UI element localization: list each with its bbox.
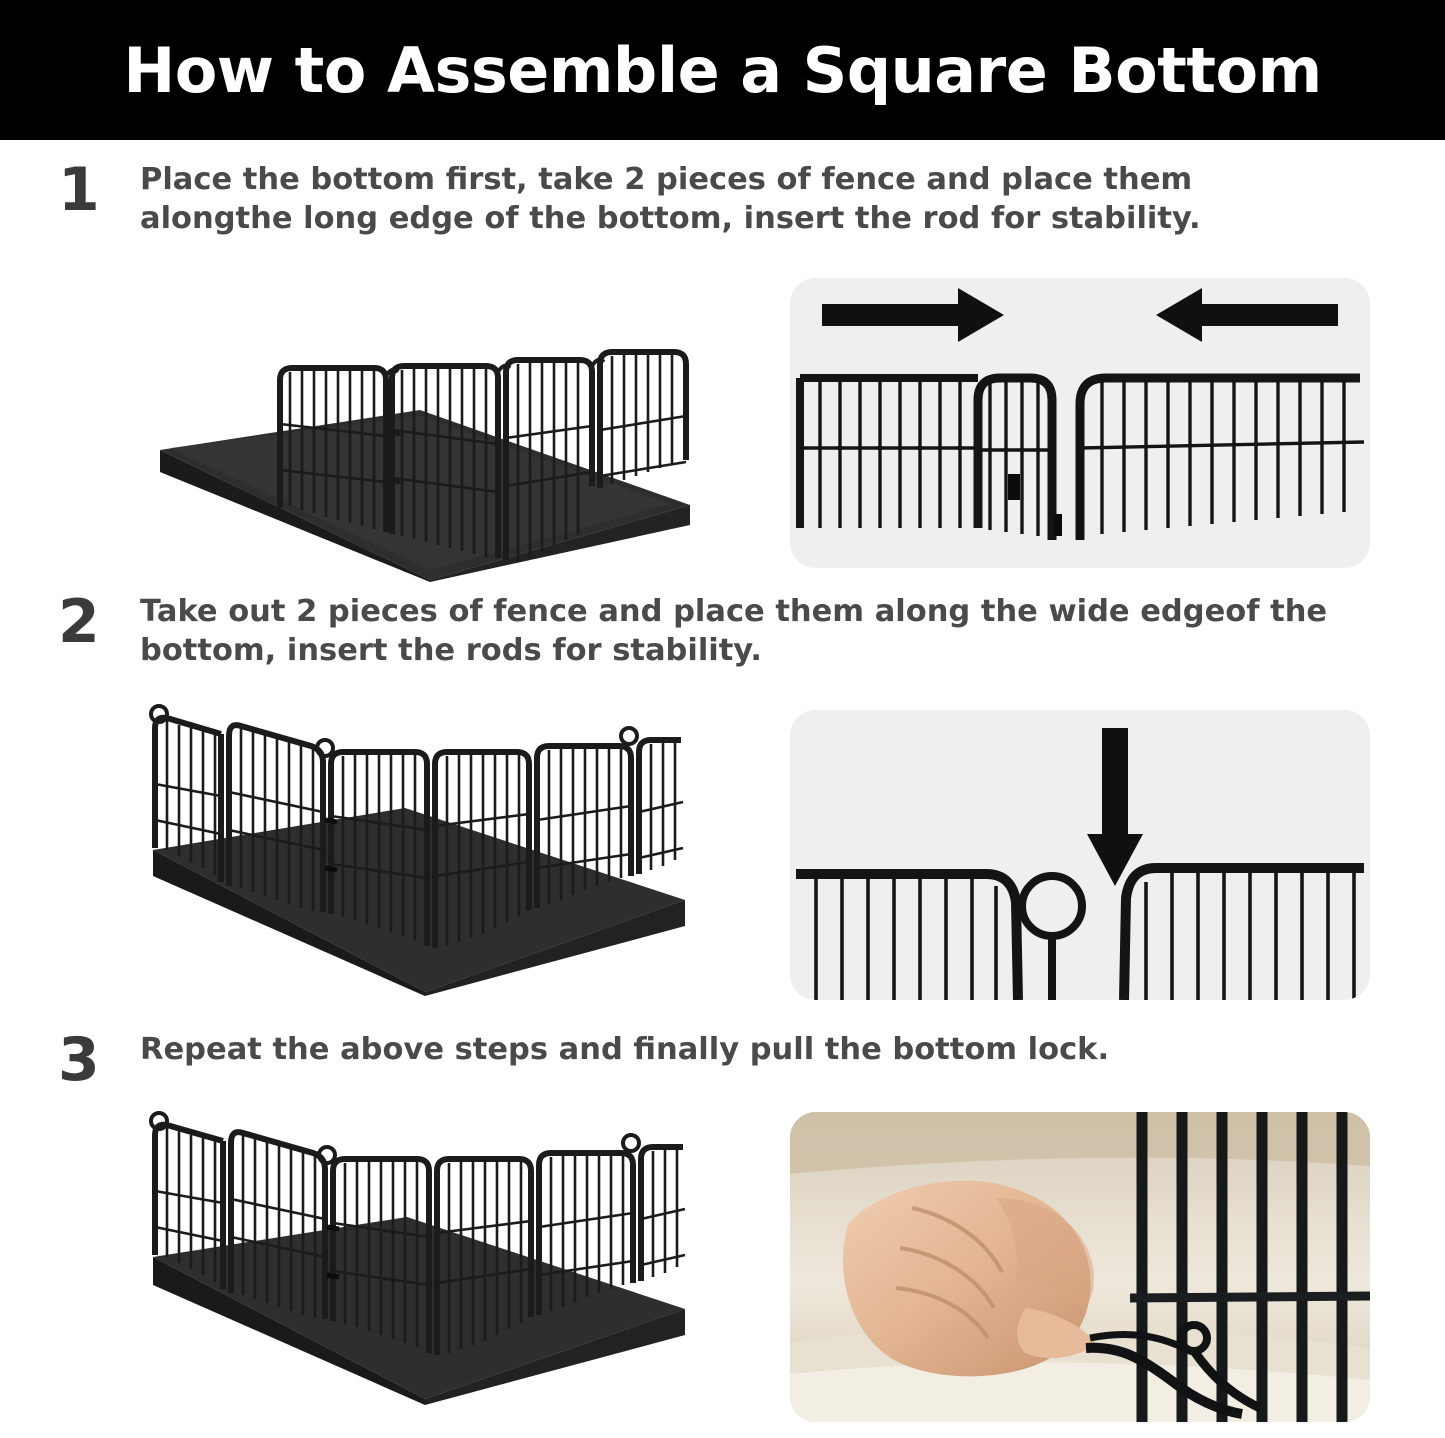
title-bar bbox=[0, 0, 1445, 140]
step-1-text: Place the bottom first, take 2 pieces of fence and place them alongthe long edge of the bottom, insert the rod for stability. bbox=[140, 162, 1201, 237]
step-1 bbox=[0, 155, 1445, 238]
step-3-illustration bbox=[125, 1105, 715, 1425]
step-3-photo bbox=[790, 1112, 1370, 1422]
tray bbox=[153, 808, 685, 996]
step-3 bbox=[0, 1025, 1445, 1095]
step-2-detail-panel bbox=[790, 710, 1370, 1000]
step-1-heading bbox=[0, 155, 1445, 238]
step-2-illustration bbox=[125, 700, 715, 1020]
step-2 bbox=[0, 587, 1445, 670]
page-title: How to Assemble a Square Bottom bbox=[123, 33, 1322, 107]
step-2-text: Take out 2 pieces of fence and place them along the wide edgeof the bottom, insert the rods for stability. bbox=[140, 594, 1328, 669]
step-1-illustration bbox=[130, 320, 710, 600]
step-3-text: Repeat the above steps and finally pull the bottom lock. bbox=[140, 1032, 1110, 1067]
step-1-detail-panel bbox=[790, 278, 1370, 568]
step-1-number: 1 bbox=[58, 155, 100, 225]
step-2-number: 2 bbox=[58, 587, 100, 657]
step-3-heading bbox=[0, 1025, 1445, 1095]
step-3-number: 3 bbox=[58, 1025, 100, 1095]
step-2-heading bbox=[0, 587, 1445, 670]
